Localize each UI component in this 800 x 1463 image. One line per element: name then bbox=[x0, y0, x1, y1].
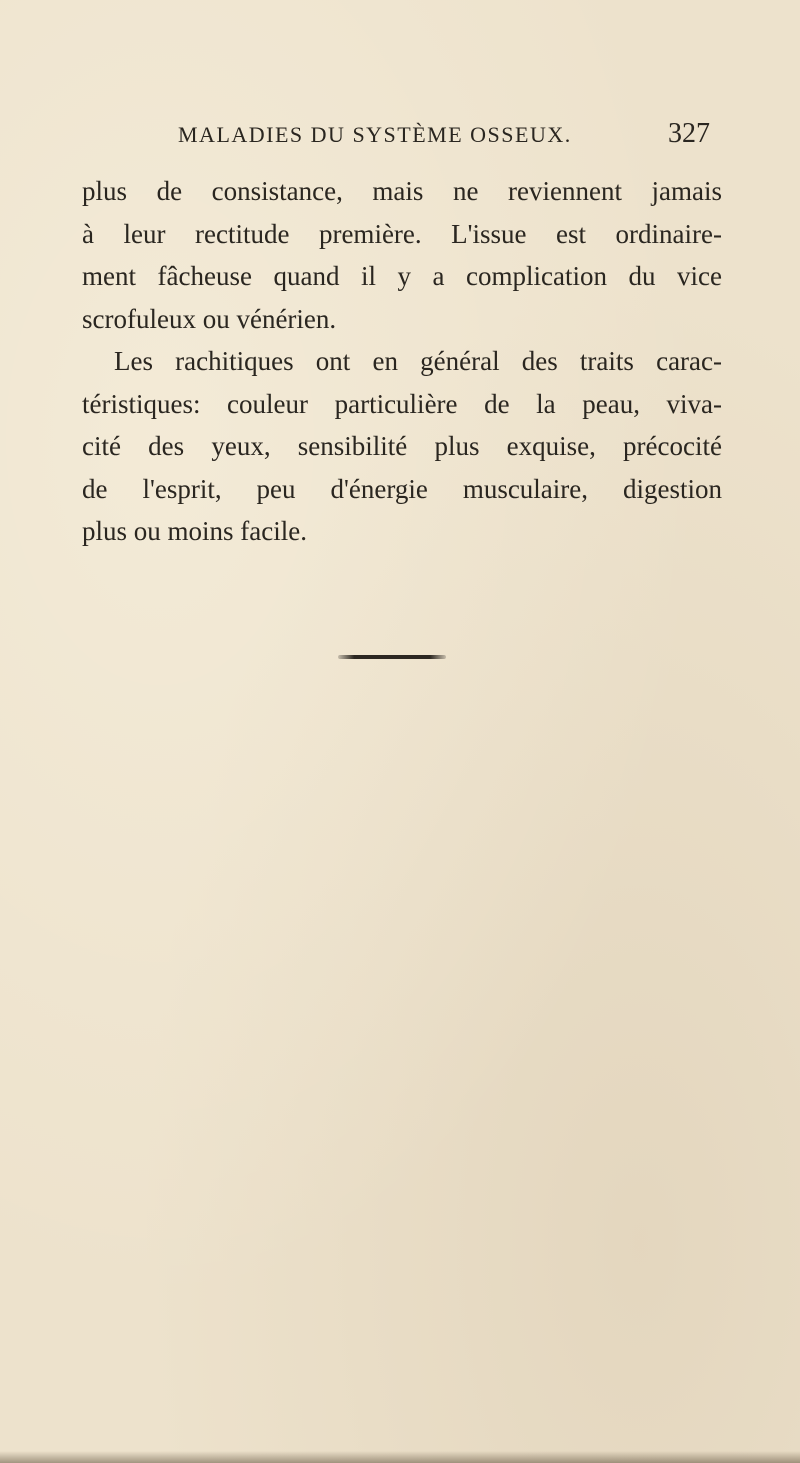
running-head bbox=[178, 118, 718, 154]
text-line: plus ou moins facile. bbox=[82, 516, 307, 546]
text-line: scrofuleux ou vénérien. bbox=[82, 303, 337, 334]
text-line: ment fâcheuse quand il y a complication du vice bbox=[82, 261, 722, 291]
page-number: 327 bbox=[668, 118, 710, 149]
text-line: téristiques: couleur particulière de la peau, viva- bbox=[82, 388, 722, 419]
text-line: cité des yeux, sensibilité plus exquise, précocité bbox=[82, 431, 722, 461]
ornament-rule bbox=[338, 655, 446, 659]
text-line: de l'esprit, peu d'énergie musculaire, digestion bbox=[82, 473, 722, 504]
running-title: MALADIES DU SYSTÈME OSSEUX. bbox=[178, 122, 572, 147]
text-line: Les rachitiques ont en général des traits carac- bbox=[114, 346, 722, 376]
text-line: à leur rectitude première. L'issue est ordinaire- bbox=[82, 218, 722, 249]
page-edge-shadow bbox=[0, 1451, 800, 1463]
text-line: plus de consistance, mais ne reviennent jamais bbox=[82, 176, 722, 206]
body-text bbox=[82, 170, 722, 553]
